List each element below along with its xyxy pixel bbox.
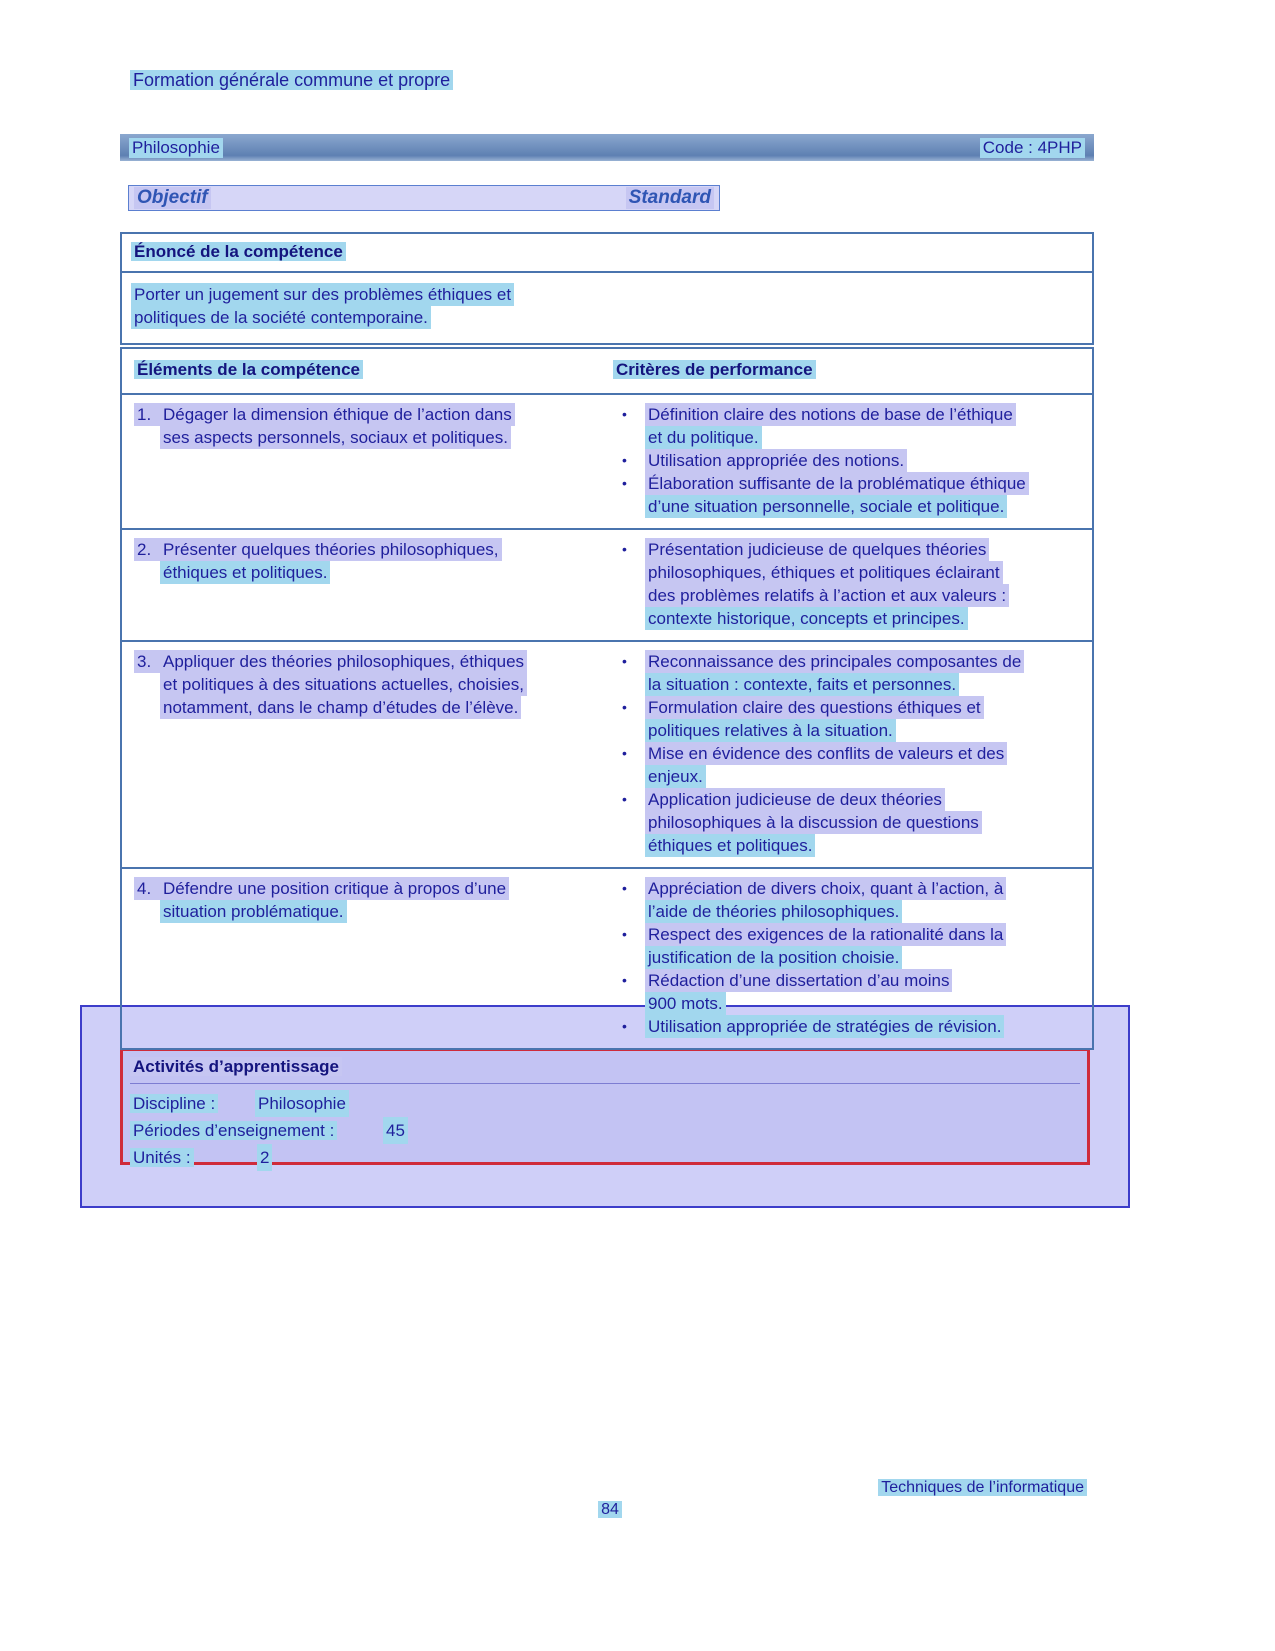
criterion [612, 650, 1092, 696]
standard-heading: Standard [626, 187, 714, 209]
field-label-wrap [130, 1090, 255, 1117]
criterion-text: contexte historique, concepts et principes. [645, 607, 968, 630]
criterion-lines [645, 923, 1092, 969]
criterion-lines [645, 696, 1092, 742]
criterion-text: Application judicieuse de deux théories [645, 788, 945, 811]
criterion-text: Présentation judicieuse de quelques théories [645, 538, 989, 561]
criterion [612, 788, 1092, 857]
bullet-icon: • [622, 1018, 627, 1034]
criterion-lines [645, 1015, 1092, 1038]
criterion-line [645, 538, 1092, 561]
bullet-icon: • [622, 406, 627, 422]
item-number: 4. [134, 877, 160, 900]
field-value: 2 [257, 1144, 272, 1171]
table-row [122, 528, 1092, 640]
criteria-cell [612, 538, 1092, 630]
table-row [122, 395, 1092, 528]
enonce-line [131, 283, 1083, 306]
item-number: 1. [134, 403, 160, 426]
item-number-spacer [134, 696, 160, 719]
criterion-line [645, 607, 1092, 630]
element-line [134, 877, 612, 900]
criterion-line [645, 992, 1092, 1015]
elements-header-cell [122, 360, 612, 380]
field-label-wrap [130, 1144, 257, 1171]
criterion-text: Appréciation de divers choix, quant à l’action, à [645, 877, 1006, 900]
criterion-line [645, 650, 1092, 673]
criterion-text: enjeux. [645, 765, 706, 788]
footer-page-number [540, 1501, 680, 1519]
criterion-lines [645, 449, 1092, 472]
criterion-line [645, 561, 1092, 584]
objectif-heading: Objectif [134, 187, 211, 209]
criterion-lines [645, 788, 1092, 857]
course-code: Code : 4PHP [980, 138, 1085, 158]
criterion [612, 969, 1092, 1015]
bullet-icon: • [622, 452, 627, 468]
item-number-spacer [134, 673, 160, 696]
element-text: Défendre une position critique à propos d’une [160, 877, 509, 900]
activities-fields [130, 1090, 1080, 1171]
footer-program-text: Techniques de l’informatique [878, 1479, 1087, 1496]
criterion-lines [645, 472, 1092, 518]
element-text: situation problématique. [160, 900, 347, 923]
field-label: Discipline : [130, 1094, 218, 1113]
criterion-line [645, 834, 1092, 857]
course-header-bar [120, 134, 1094, 161]
enonce-line-text: Porter un jugement sur des problèmes éthiques et [131, 283, 514, 306]
element-line [134, 538, 612, 561]
criterion-text: la situation : contexte, faits et personnes. [645, 673, 959, 696]
criterion-line [645, 495, 1092, 518]
criterion-text: et du politique. [645, 426, 762, 449]
criterion-text: Élaboration suffisante de la problématique éthique [645, 472, 1029, 495]
element-text: Dégager la dimension éthique de l’action dans [160, 403, 515, 426]
footer-program [878, 1479, 1087, 1497]
criterion [612, 449, 1092, 472]
criterion-line [645, 426, 1092, 449]
item-number: 2. [134, 538, 160, 561]
table-row [122, 640, 1092, 867]
element-line [134, 561, 612, 584]
element-line [134, 696, 612, 719]
document-category [130, 70, 453, 91]
criterion-text: politiques relatives à la situation. [645, 719, 896, 742]
criterion-text: Rédaction d’une dissertation d’au moins [645, 969, 952, 992]
criterion-lines [645, 969, 1092, 1015]
criterion-text: Reconnaissance des principales composantes de [645, 650, 1024, 673]
criterion-line [645, 742, 1092, 765]
bullet-icon: • [622, 791, 627, 807]
criterion-text: philosophiques, éthiques et politiques éclairant [645, 561, 1003, 584]
element-cell [122, 538, 612, 630]
criterion-lines [645, 742, 1092, 788]
item-number-spacer [134, 900, 160, 923]
bullet-icon: • [622, 926, 627, 942]
criterion-line [645, 449, 1092, 472]
criterion [612, 472, 1092, 518]
element-text: notamment, dans le champ d’études de l’élève. [160, 696, 521, 719]
table-header-row [122, 349, 1092, 395]
activity-field [130, 1090, 1080, 1117]
criteria-cell [612, 403, 1092, 518]
criterion-line [645, 811, 1092, 834]
element-text: éthiques et politiques. [160, 561, 330, 584]
criterion-lines [645, 538, 1092, 630]
criterion-text: l’aide de théories philosophiques. [645, 900, 902, 923]
criterion-text: 900 mots. [645, 992, 726, 1015]
field-value: 45 [383, 1117, 408, 1144]
elements-header-text: Éléments de la compétence [134, 360, 363, 379]
criterion-text: Mise en évidence des conflits de valeurs et des [645, 742, 1007, 765]
element-cell [122, 877, 612, 1038]
item-number: 3. [134, 650, 160, 673]
criterion [612, 923, 1092, 969]
field-label-wrap [130, 1117, 383, 1144]
criterion-text: justification de la position choisie. [645, 946, 902, 969]
table-row [122, 867, 1092, 1048]
bullet-icon: • [622, 541, 627, 557]
activities-title: Activités d’apprentissage [130, 1057, 342, 1076]
criterion-line [645, 946, 1092, 969]
element-text: ses aspects personnels, sociaux et politiques. [160, 426, 511, 449]
criterion-line [645, 472, 1092, 495]
enonce-line-text: politiques de la société contemporaine. [131, 306, 431, 329]
criterion-line [645, 673, 1092, 696]
criterion-text: éthiques et politiques. [645, 834, 815, 857]
criterion-lines [645, 650, 1092, 696]
footer-page-text: 84 [598, 1501, 622, 1518]
element-line [134, 426, 612, 449]
criterion-text: Utilisation appropriée de stratégies de révision. [645, 1015, 1004, 1038]
criterion-line [645, 1015, 1092, 1038]
criterion-line [645, 877, 1092, 900]
competence-rows [122, 395, 1092, 1048]
criterion-line [645, 969, 1092, 992]
course-title: Philosophie [129, 138, 223, 158]
criterion-line [645, 696, 1092, 719]
criteria-cell [612, 877, 1092, 1038]
bullet-icon: • [622, 745, 627, 761]
activity-field [130, 1117, 1080, 1144]
enonce-body [122, 273, 1092, 343]
element-text: et politiques à des situations actuelles, choisies, [160, 673, 527, 696]
criterion-line [645, 923, 1092, 946]
criterion-line [645, 584, 1092, 607]
element-line [134, 650, 612, 673]
enonce-title: Énoncé de la compétence [131, 242, 346, 261]
criterion [612, 1015, 1092, 1038]
element-text: Présenter quelques théories philosophiques, [160, 538, 502, 561]
bullet-icon: • [622, 699, 627, 715]
element-cell [122, 650, 612, 857]
objectif-standard-row [128, 185, 720, 211]
criterion-lines [645, 877, 1092, 923]
criteres-header-cell [612, 360, 1092, 380]
criterion [612, 742, 1092, 788]
competence-table [120, 347, 1094, 1050]
criterion [612, 877, 1092, 923]
element-cell [122, 403, 612, 518]
field-label: Périodes d’enseignement : [130, 1121, 337, 1140]
element-line [134, 403, 612, 426]
item-number-spacer [134, 561, 160, 584]
criterion [612, 696, 1092, 742]
criteria-cell [612, 650, 1092, 857]
criterion-line [645, 788, 1092, 811]
criteres-header-text: Critères de performance [613, 360, 816, 379]
activities-box [120, 1048, 1090, 1165]
item-number-spacer [134, 426, 160, 449]
field-label: Unités : [130, 1148, 194, 1167]
criterion-line [645, 765, 1092, 788]
bullet-icon: • [622, 880, 627, 896]
enonce-header [122, 234, 1092, 273]
criterion-text: Utilisation appropriée des notions. [645, 449, 907, 472]
enonce-box [120, 232, 1094, 345]
bullet-icon: • [622, 475, 627, 491]
criterion-text: Formulation claire des questions éthiques et [645, 696, 984, 719]
bullet-icon: • [622, 972, 627, 988]
criterion-text: Respect des exigences de la rationalité dans la [645, 923, 1006, 946]
criterion-text: Définition claire des notions de base de l’éthique [645, 403, 1016, 426]
criterion-lines [645, 403, 1092, 449]
element-line [134, 900, 612, 923]
element-text: Appliquer des théories philosophiques, éthiques [160, 650, 527, 673]
criterion-text: philosophiques à la discussion de questions [645, 811, 982, 834]
criterion-line [645, 900, 1092, 923]
criterion-line [645, 403, 1092, 426]
criterion [612, 538, 1092, 630]
criterion-text: des problèmes relatifs à l’action et aux valeurs : [645, 584, 1009, 607]
bullet-icon: • [622, 653, 627, 669]
activity-field [130, 1144, 1080, 1171]
element-line [134, 673, 612, 696]
field-value: Philosophie [255, 1090, 349, 1117]
criterion [612, 403, 1092, 449]
activities-title-row [130, 1057, 1080, 1084]
criterion-line [645, 719, 1092, 742]
enonce-line [131, 306, 1083, 329]
document-category-text: Formation générale commune et propre [130, 70, 453, 90]
criterion-text: d’une situation personnelle, sociale et politique. [645, 495, 1007, 518]
